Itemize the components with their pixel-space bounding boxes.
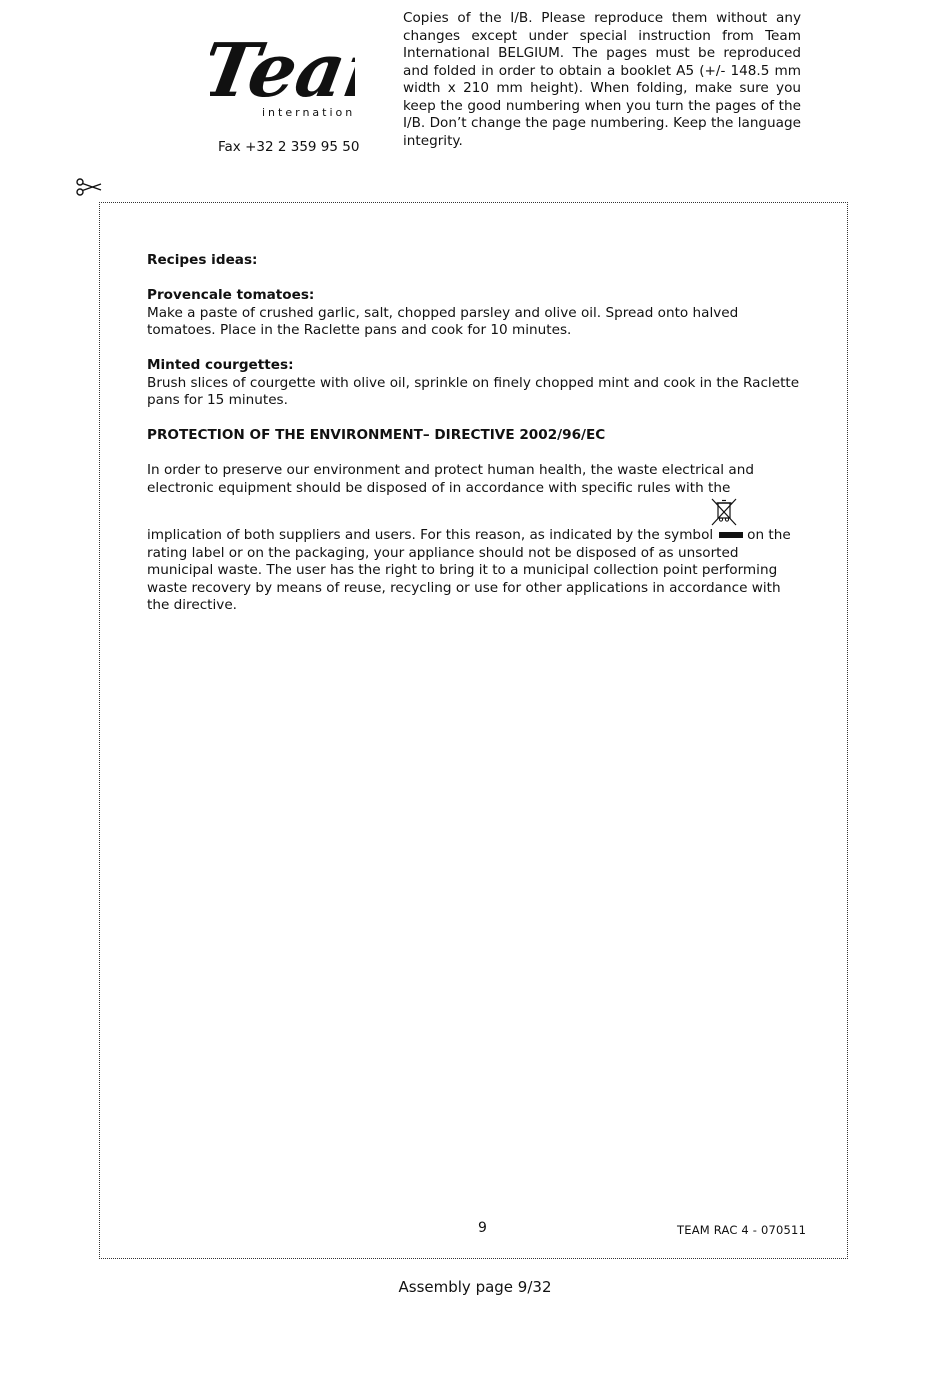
recipe-text: Make a paste of crushed garlic, salt, chopped parsley and olive oil. Spread onto halved tomatoes. Place in the Raclette pans and cook for 10 minutes. xyxy=(147,304,739,338)
recipes-heading: Recipes ideas: xyxy=(147,252,258,268)
fax-number: Fax +32 2 359 95 50 xyxy=(218,139,360,155)
scissors-icon xyxy=(76,178,102,196)
logo-subtext: internation xyxy=(262,106,355,119)
recipe-title: Provencale tomatoes: xyxy=(147,287,315,303)
environment-text: on the rating label or on the packaging, your appliance should not be disposed of as unsorted municipal waste. The user has the right to bring it to a municipal collection point performing waste recovery by means of reuse, recycling or use for other applications in accordance with the directive. xyxy=(147,527,791,613)
page-number: 9 xyxy=(478,1220,487,1236)
environment-paragraph xyxy=(147,527,801,615)
environment-heading: PROTECTION OF THE ENVIRONMENT– DIRECTIVE 2002/96/EC xyxy=(147,427,606,443)
logo-mark: Team xyxy=(210,26,355,114)
recipe-text: Brush slices of courgette with olive oil, sprinkle on finely chopped mint and cook in the Raclette pans for 15 minutes. xyxy=(147,374,800,408)
assembly-page-label: Assembly page 9/32 xyxy=(398,1278,552,1296)
weee-bar-symbol xyxy=(719,532,743,538)
team-international-logo xyxy=(210,8,355,128)
printing-instructions: Copies of the I/B. Please reproduce them without any changes except under special instruction from Team International BELGIUM. The pages must be reproduced and folded in order to obtain a booklet A5 (+/- 148.5 mm width x 210 mm height). When folding, make sure you keep the good numbering when you turn the pages of the I/B. Don’t change the page numbering. Keep the language integrity. xyxy=(403,10,801,149)
recipe-title: Minted courgettes: xyxy=(147,357,294,373)
page-content xyxy=(147,252,801,615)
environment-text: implication of both suppliers and users. For this reason, as indicated by the symbol xyxy=(147,527,714,543)
document-reference: TEAM RAC 4 - 070511 xyxy=(677,1223,807,1237)
environment-paragraph: In order to preserve our environment and protect human health, the waste electrical and electronic equipment should be disposed of in accordance with specific rules with the xyxy=(147,462,754,496)
crossed-out-wheelie-bin-icon xyxy=(709,497,739,527)
